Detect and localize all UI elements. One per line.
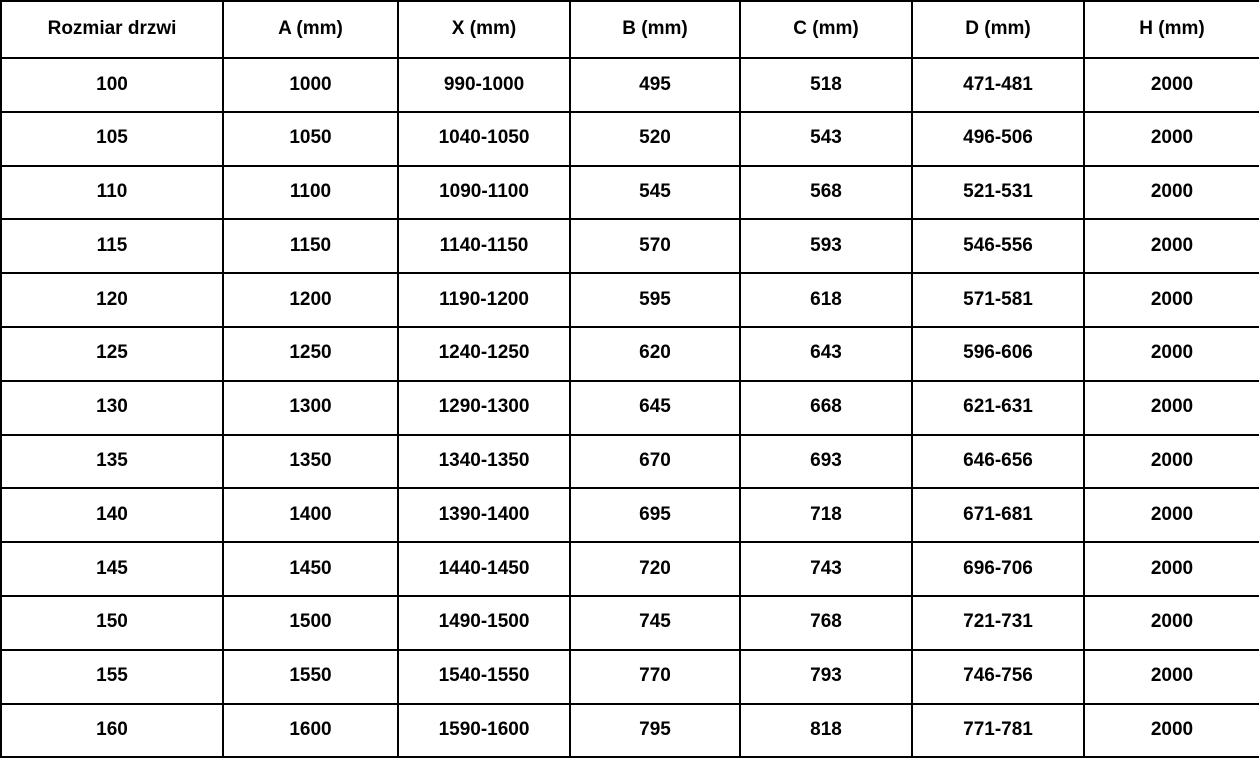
cell-d: 746-756 [912,650,1084,704]
cell-a: 1300 [223,381,398,435]
cell-a: 1500 [223,596,398,650]
cell-h: 2000 [1084,166,1259,220]
cell-c: 793 [740,650,912,704]
cell-door-size: 140 [1,488,223,542]
cell-b: 570 [570,219,740,273]
column-header-h: H (mm) [1084,1,1259,58]
cell-d: 546-556 [912,219,1084,273]
table-row [1,273,1259,327]
cell-b: 745 [570,596,740,650]
cell-a: 1150 [223,219,398,273]
cell-a: 1200 [223,273,398,327]
cell-d: 471-481 [912,58,1084,112]
cell-b: 495 [570,58,740,112]
cell-door-size: 145 [1,542,223,596]
cell-door-size: 125 [1,327,223,381]
cell-c: 693 [740,435,912,489]
cell-x: 1040-1050 [398,112,570,166]
cell-door-size: 155 [1,650,223,704]
cell-a: 1400 [223,488,398,542]
cell-b: 795 [570,704,740,758]
table-row [1,704,1259,758]
cell-d: 571-581 [912,273,1084,327]
cell-c: 643 [740,327,912,381]
cell-x: 1540-1550 [398,650,570,704]
cell-h: 2000 [1084,488,1259,542]
cell-a: 1050 [223,112,398,166]
cell-c: 568 [740,166,912,220]
cell-a: 1000 [223,58,398,112]
cell-a: 1100 [223,166,398,220]
cell-x: 1240-1250 [398,327,570,381]
cell-h: 2000 [1084,596,1259,650]
cell-x: 1290-1300 [398,381,570,435]
cell-a: 1350 [223,435,398,489]
table-row [1,112,1259,166]
cell-door-size: 120 [1,273,223,327]
cell-h: 2000 [1084,650,1259,704]
cell-x: 1490-1500 [398,596,570,650]
cell-b: 545 [570,166,740,220]
cell-b: 720 [570,542,740,596]
cell-h: 2000 [1084,112,1259,166]
cell-c: 593 [740,219,912,273]
table-row [1,219,1259,273]
cell-h: 2000 [1084,219,1259,273]
cell-b: 520 [570,112,740,166]
cell-h: 2000 [1084,58,1259,112]
cell-d: 496-506 [912,112,1084,166]
cell-x: 1440-1450 [398,542,570,596]
cell-b: 620 [570,327,740,381]
cell-c: 818 [740,704,912,758]
cell-c: 743 [740,542,912,596]
cell-d: 596-606 [912,327,1084,381]
cell-door-size: 105 [1,112,223,166]
table-header [1,1,1259,58]
cell-x: 1190-1200 [398,273,570,327]
cell-d: 646-656 [912,435,1084,489]
cell-a: 1450 [223,542,398,596]
cell-c: 618 [740,273,912,327]
cell-d: 521-531 [912,166,1084,220]
table-header-row [1,1,1259,58]
table-body [1,58,1259,757]
table-row [1,327,1259,381]
cell-h: 2000 [1084,542,1259,596]
cell-door-size: 150 [1,596,223,650]
cell-b: 595 [570,273,740,327]
cell-c: 543 [740,112,912,166]
cell-a: 1250 [223,327,398,381]
cell-door-size: 160 [1,704,223,758]
cell-x: 1090-1100 [398,166,570,220]
column-header-b: B (mm) [570,1,740,58]
cell-d: 671-681 [912,488,1084,542]
table-row [1,650,1259,704]
table-row [1,381,1259,435]
column-header-d: D (mm) [912,1,1084,58]
table-row [1,596,1259,650]
cell-d: 721-731 [912,596,1084,650]
column-header-c: C (mm) [740,1,912,58]
cell-d: 771-781 [912,704,1084,758]
cell-d: 696-706 [912,542,1084,596]
cell-c: 768 [740,596,912,650]
table-row [1,542,1259,596]
cell-x: 1590-1600 [398,704,570,758]
column-header-x: X (mm) [398,1,570,58]
cell-door-size: 110 [1,166,223,220]
cell-b: 770 [570,650,740,704]
table-row [1,58,1259,112]
table-row [1,166,1259,220]
cell-c: 668 [740,381,912,435]
cell-door-size: 115 [1,219,223,273]
cell-h: 2000 [1084,435,1259,489]
cell-c: 518 [740,58,912,112]
table-row [1,488,1259,542]
table-row [1,435,1259,489]
cell-b: 695 [570,488,740,542]
column-header-door-size: Rozmiar drzwi [1,1,223,58]
cell-x: 990-1000 [398,58,570,112]
cell-a: 1550 [223,650,398,704]
cell-a: 1600 [223,704,398,758]
cell-x: 1390-1400 [398,488,570,542]
cell-h: 2000 [1084,273,1259,327]
cell-c: 718 [740,488,912,542]
column-header-a: A (mm) [223,1,398,58]
cell-door-size: 135 [1,435,223,489]
cell-h: 2000 [1084,704,1259,758]
cell-b: 670 [570,435,740,489]
cell-door-size: 100 [1,58,223,112]
cell-x: 1140-1150 [398,219,570,273]
cell-b: 645 [570,381,740,435]
cell-h: 2000 [1084,327,1259,381]
cell-d: 621-631 [912,381,1084,435]
cell-x: 1340-1350 [398,435,570,489]
cell-door-size: 130 [1,381,223,435]
cell-h: 2000 [1084,381,1259,435]
